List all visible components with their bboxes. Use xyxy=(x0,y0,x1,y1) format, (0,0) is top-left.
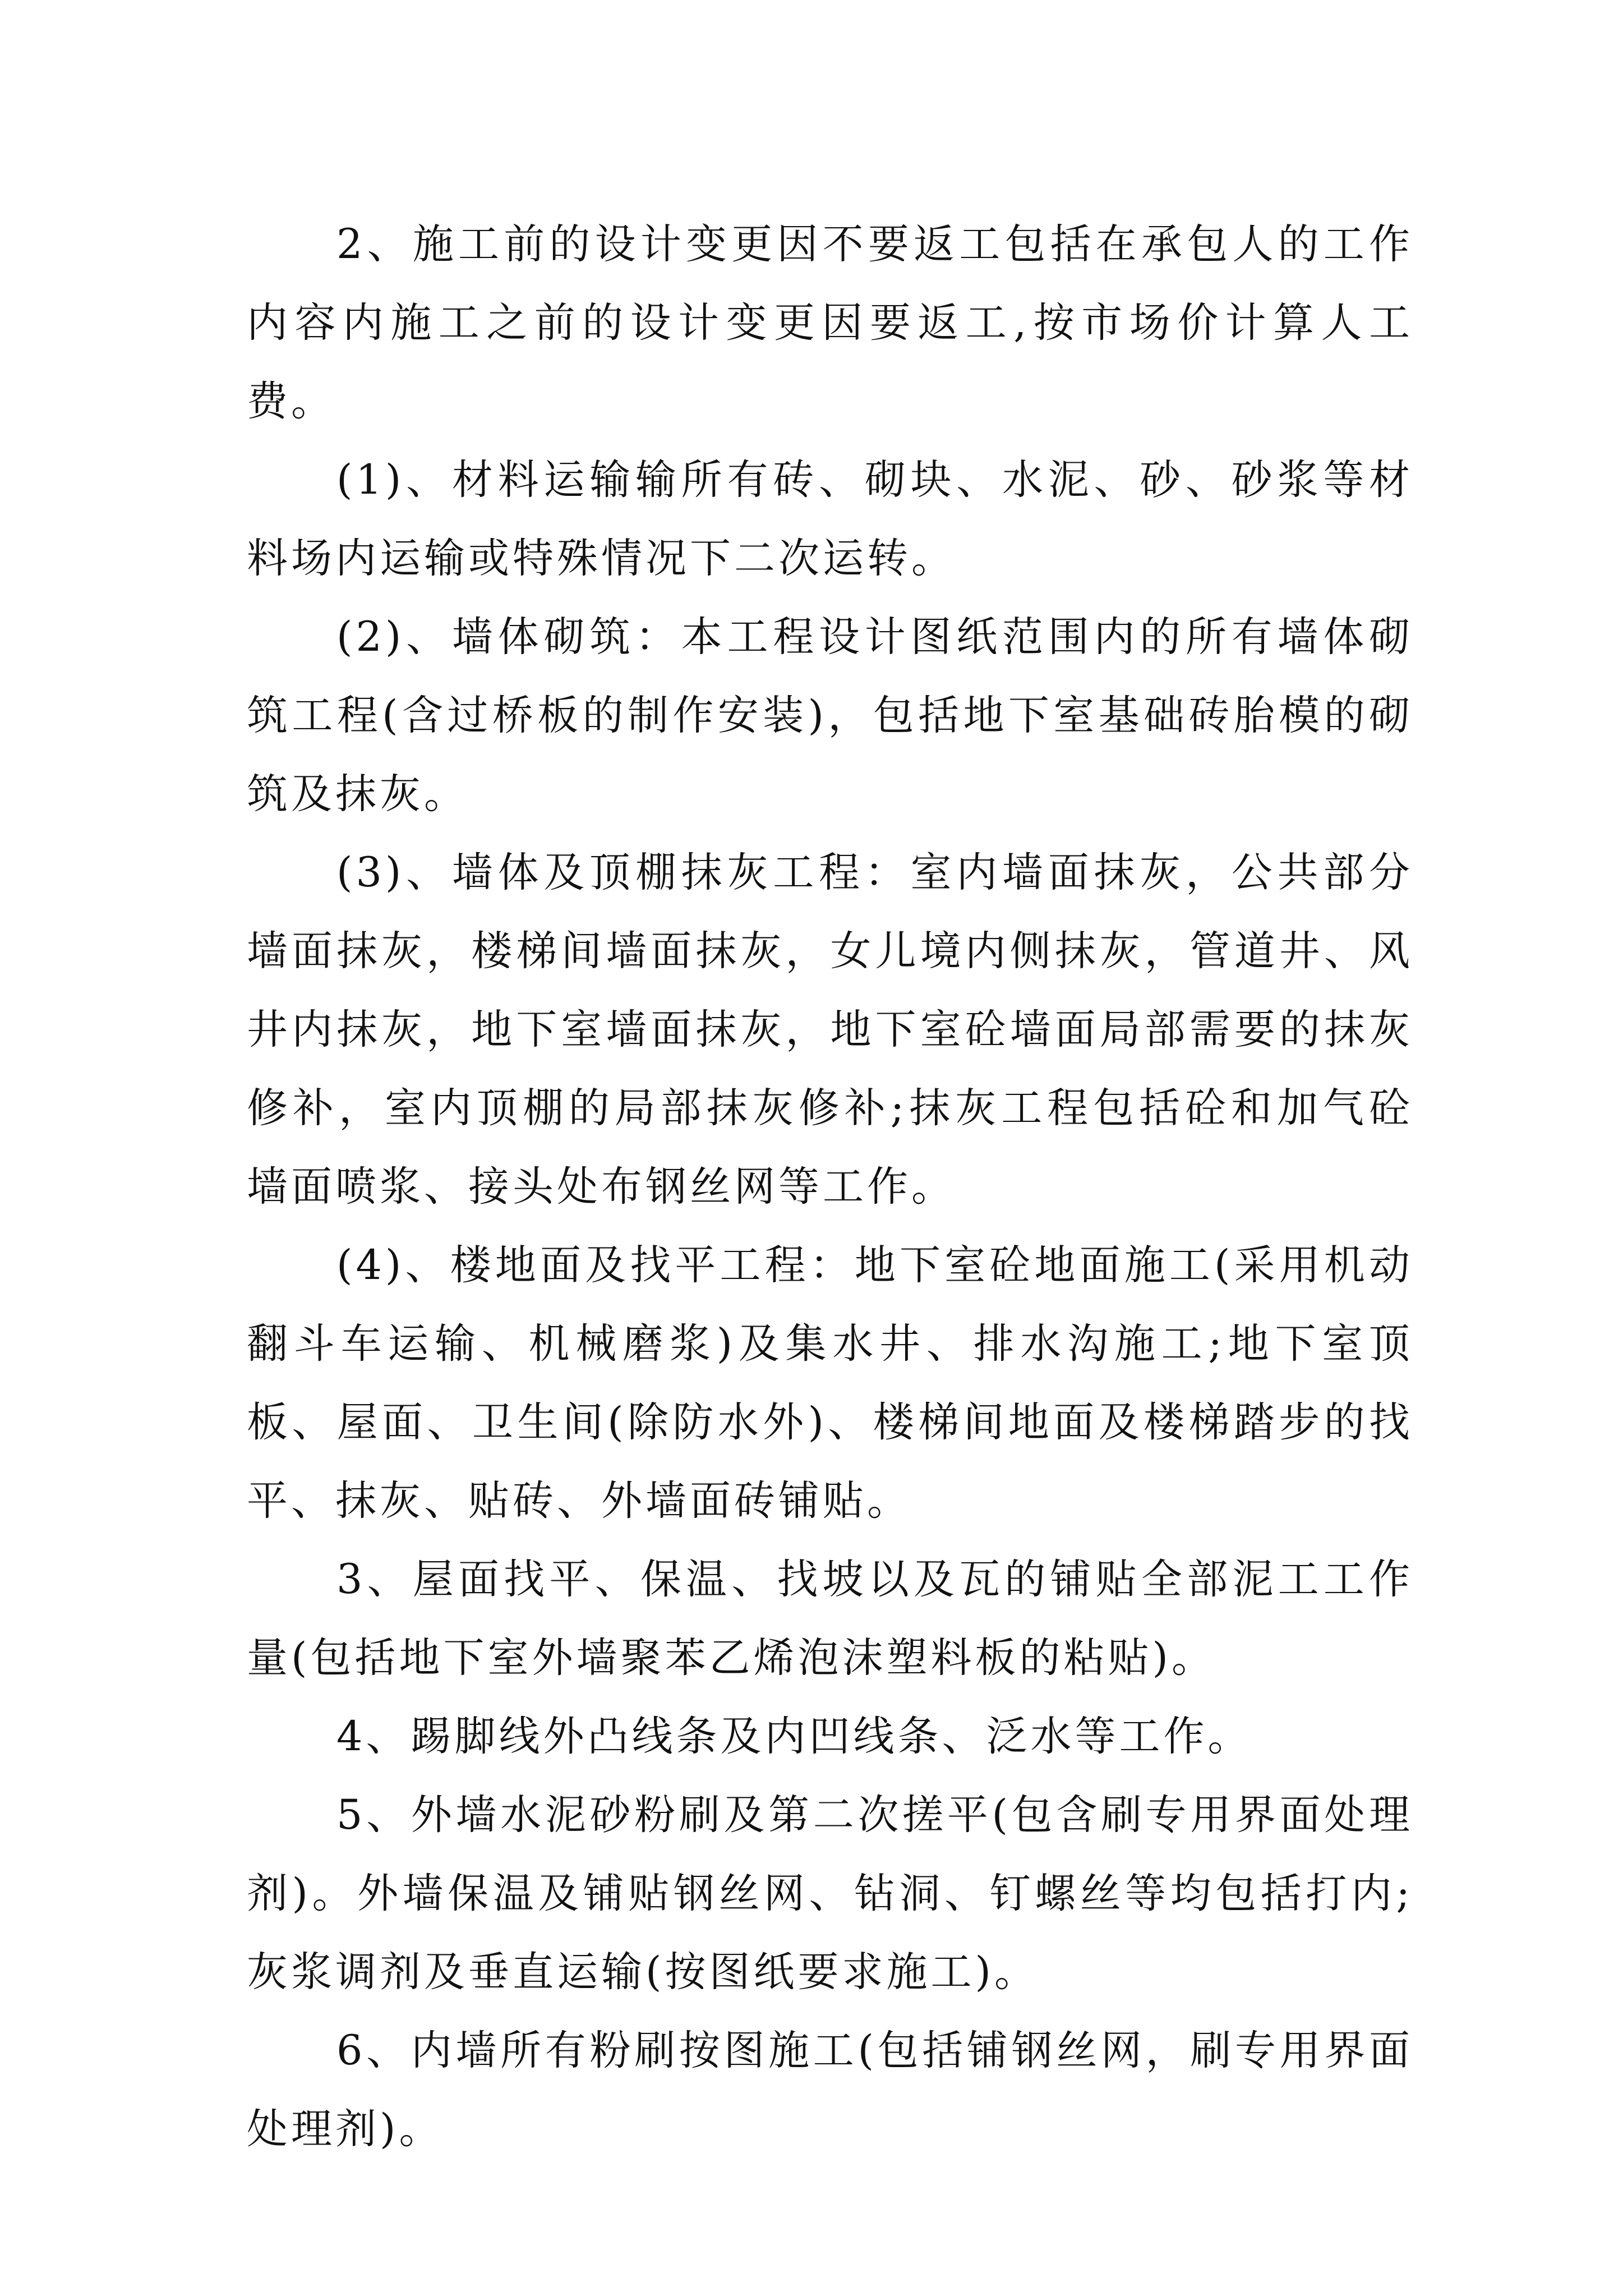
paragraph-wall-masonry: (2)、墙体砌筑：本工程设计图纸范围内的所有墙体砌筑工程(含过桥板的制作安装)，包括地下室基础砖胎模的砌筑及抹灰。 xyxy=(247,613,1413,818)
paragraph-item-4: 4、踢脚线外凸线条及内凹线条、泛水等工作。 xyxy=(336,1713,1252,1760)
paragraph-item-5: 5、外墙水泥砂粉刷及第二次搓平(包含刷专用界面处理剂)。外墙保温及铺贴钢丝网、钻洞、钉螺丝等均包括打内;灰浆调剂及垂直运输(按图纸要求施工)。 xyxy=(247,1791,1413,1996)
paragraph-item-3: 3、屋面找平、保温、找坡以及瓦的铺贴全部泥工工作量(包括地下室外墙聚苯乙烯泡沫塑料板的粘贴)。 xyxy=(247,1556,1413,1682)
paragraph-floor-leveling: (4)、楼地面及找平工程：地下室砼地面施工(采用机动翻斗车运输、机械磨浆)及集水井、排水沟施工;地下室顶板、屋面、卫生间(除防水外)、楼梯间地面及楼梯踏步的找平、抹灰、贴砖、外墙面砖铺贴。 xyxy=(247,1241,1413,1525)
paragraph-material-transport: (1)、材料运输输所有砖、砌块、水泥、砂、砂浆等材料场内运输或特殊情况下二次运转。 xyxy=(247,456,1413,582)
paragraph-item-2: 2、施工前的设计变更因不要返工包括在承包人的工作内容内施工之前的设计变更因要返工,按市场价计算人工费。 xyxy=(247,220,1413,425)
paragraph-item-6: 6、内墙所有粉刷按图施工(包括铺钢丝网，刷专用界面处理剂)。 xyxy=(247,2027,1413,2153)
paragraph-plastering: (3)、墙体及顶棚抹灰工程：室内墙面抹灰，公共部分墙面抹灰，楼梯间墙面抹灰，女儿境内侧抹灰，管道井、风井内抹灰，地下室墙面抹灰，地下室砼墙面局部需要的抹灰修补，室内顶棚的局部抹灰修补;抹灰工程包括砼和加气砼墙面喷浆、接头处布钢丝网等工作。 xyxy=(247,849,1413,1211)
document-body xyxy=(247,205,1413,2169)
